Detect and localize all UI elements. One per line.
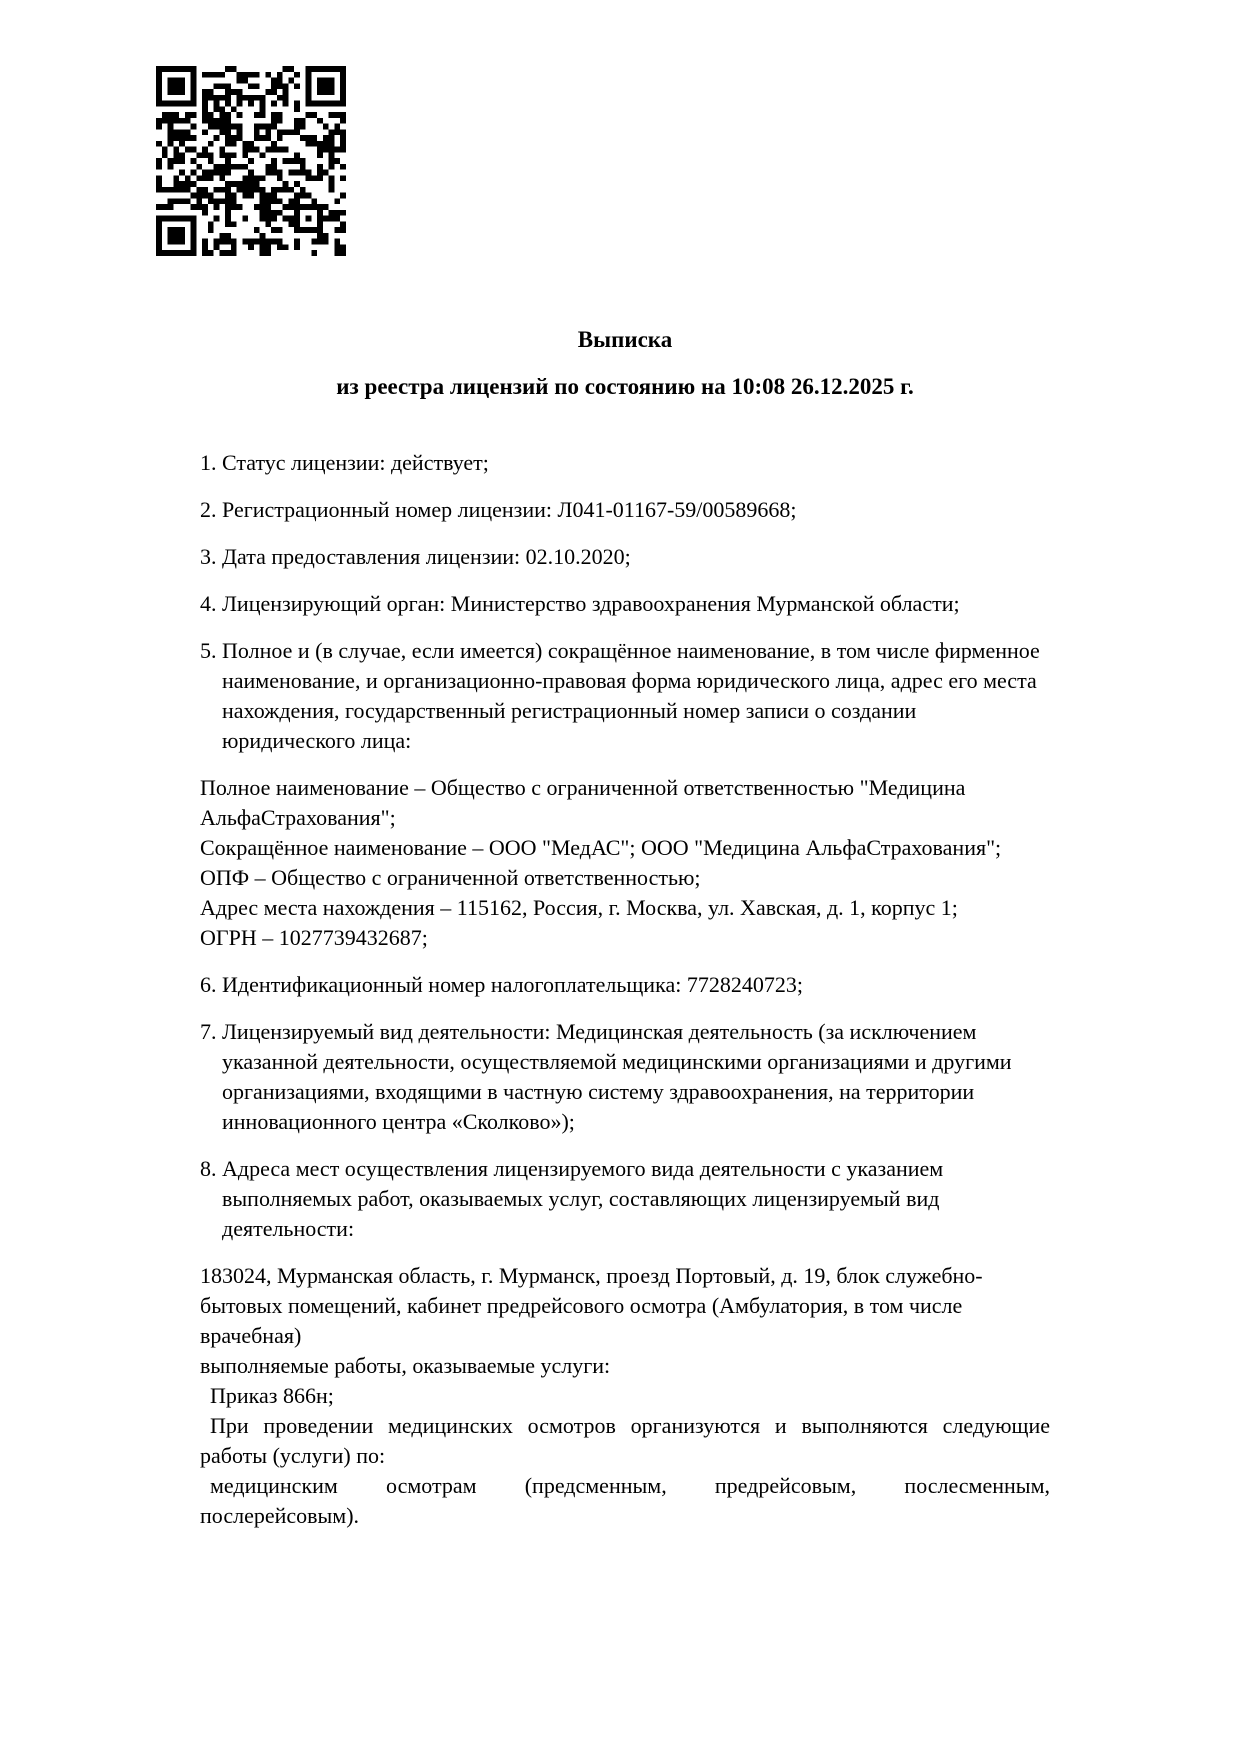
document-body — [200, 448, 1050, 1531]
text-line: нахождения, государственный регистрационный номер записи о создании — [222, 698, 917, 723]
item-number: 6. — [200, 972, 217, 997]
text-line: Сокращённое наименование – ООО "МедАС"; ООО "Медицина АльфаСтрахования"; — [200, 835, 1002, 860]
text-line: 2. Регистрационный номер лицензии: Л041-01167-59/00589668; — [222, 495, 1050, 525]
text-line: послерейсовым). — [200, 1503, 360, 1528]
item-number: 2. — [200, 497, 217, 522]
text-line: 1. Статус лицензии: действует; — [222, 448, 1050, 478]
text-line: 6. Идентификационный номер налогоплательщика: 7728240723; — [222, 970, 1050, 1000]
paragraph — [200, 773, 1050, 953]
text-line: выполняемых работ, оказываемых услуг, составляющих лицензируемый вид — [222, 1186, 940, 1211]
text-line: ОПФ – Общество с ограниченной ответственностью; — [200, 865, 701, 890]
text-line: указанной деятельности, осуществляемой медицинскими организациями и другими — [222, 1049, 1012, 1074]
text-line: инновационного центра «Сколково»); — [222, 1109, 575, 1134]
text-line: наименование, и организационно-правовая форма юридического лица, адрес его места — [222, 668, 1037, 693]
list-item-3 — [200, 542, 1050, 572]
text-line: деятельности: — [222, 1216, 355, 1241]
text-line: АльфаСтрахования"; — [200, 805, 396, 830]
list-item-8 — [200, 1154, 1050, 1244]
item-number: 1. — [200, 450, 217, 475]
text-line: врачебная) — [200, 1323, 302, 1348]
text-line: Приказ 866н; — [210, 1383, 334, 1408]
text-line: бытовых помещений, кабинет предрейсового осмотра (Амбулатория, в том числе — [200, 1293, 963, 1318]
text-line: 8. Адреса мест осуществления лицензируемого вида деятельности с указанием — [222, 1154, 1050, 1184]
text-line: выполняемые работы, оказываемые услуги: — [200, 1353, 611, 1378]
text-line: 3. Дата предоставления лицензии: 02.10.2020; — [222, 542, 1050, 572]
text-line: медицинским осмотрам (предсменным, предрейсовым, послесменным, — [210, 1473, 1050, 1498]
text-line: организациями, входящими в частную систему здравоохранения, на территории — [222, 1079, 975, 1104]
list-item-2 — [200, 495, 1050, 525]
text-line: юридического лица: — [222, 728, 412, 753]
text-line: работы (услуги) по: — [200, 1443, 386, 1468]
list-item-7 — [200, 1017, 1050, 1137]
text-line: При проведении медицинских осмотров организуются и выполняются следующие — [210, 1413, 1050, 1438]
item-number: 8. — [200, 1156, 217, 1181]
text-line: 7. Лицензируемый вид деятельности: Медицинская деятельность (за исключением — [222, 1017, 1050, 1047]
item-number: 5. — [200, 638, 217, 663]
text-line: ОГРН – 1027739432687; — [200, 925, 428, 950]
text-line: 183024, Мурманская область, г. Мурманск, проезд Портовый, д. 19, блок служебно- — [200, 1263, 983, 1288]
text-line: 4. Лицензирующий орган: Министерство здравоохранения Мурманской области; — [222, 589, 1050, 619]
item-number: 3. — [200, 544, 217, 569]
text-line: 5. Полное и (в случае, если имеется) сокращённое наименование, в том числе фирменное — [222, 636, 1050, 666]
document-content — [200, 325, 1050, 1548]
paragraph — [200, 1261, 1050, 1531]
item-number: 7. — [200, 1019, 217, 1044]
list-item-6 — [200, 970, 1050, 1000]
text-line: Полное наименование – Общество с ограниченной ответственностью "Медицина — [200, 775, 966, 800]
page-subtitle: из реестра лицензий по состоянию на 10:08 26.12.2025 г. — [336, 374, 914, 399]
list-item-1 — [200, 448, 1050, 478]
list-item-4 — [200, 589, 1050, 619]
qr-code — [156, 66, 346, 256]
text-line: Адрес места нахождения – 115162, Россия, г. Москва, ул. Хавская, д. 1, корпус 1; — [200, 895, 958, 920]
item-number: 4. — [200, 591, 217, 616]
page-title: Выписка — [577, 327, 673, 352]
list-item-5 — [200, 636, 1050, 756]
